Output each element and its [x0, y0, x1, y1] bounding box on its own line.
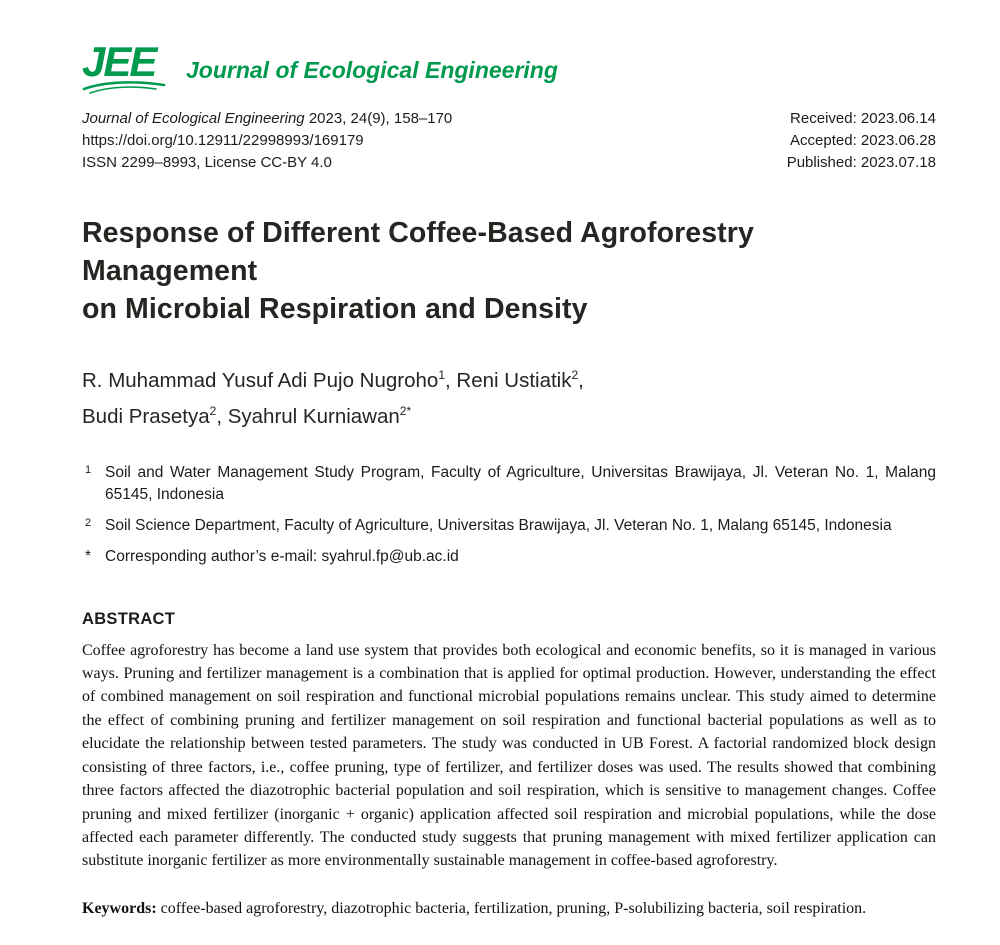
- affiliations-list: [82, 462, 936, 568]
- author-separator: ,: [445, 368, 457, 392]
- abstract-body: Coffee agroforestry has become a land use system that provides both ecological and economic benefits, so it is managed in various ways. Pruning and fertilizer management is a combination that is applied for optimal production. However, understanding the effect of combined management on soil respiration and functional microbial populations remains unclear. This study aimed to determine the effect of combining pruning and fertilizer management on soil respiration and functional bacterial populations as well as to elucidate the relationship between tested parameters. The study was conducted in UB Forest. A factorial randomized block design consisting of three factors, i.e., coffee pruning, type of fertilizer, and fertilizer doses was used. The results showed that combining three factors affected the diazotrophic bacterial population and soil respiration, which is sensitive to management changes. Coffee pruning and mixed fertilizer (inorganic + organic) application affected soil respiration and microbial populations, while the dose affected each parameter differently. The conducted study suggests that pruning management with mixed fertilizer application can substitute inorganic fertilizer as more environmentally sustainable management in coffee-based agroforestry.: [82, 641, 936, 870]
- logo-swoosh-icon: [80, 78, 168, 94]
- citation-volume-pages: 2023, 24(9), 158–170: [304, 110, 453, 127]
- doi-link[interactable]: https://doi.org/10.12911/22998993/169179: [82, 132, 364, 149]
- accepted-date: Accepted: 2023.06.28: [790, 132, 936, 149]
- journal-header: [82, 40, 936, 174]
- affiliation-marker: 2: [85, 516, 92, 529]
- author-affil-marker: 2: [571, 368, 579, 382]
- author-affil-marker: 2: [209, 403, 217, 418]
- journal-name: Journal of Ecological Engineering: [186, 56, 558, 83]
- abstract-heading: ABSTRACT: [82, 609, 176, 628]
- citation-block: [82, 108, 452, 174]
- logo-row: [82, 40, 936, 94]
- affiliation-marker: 1: [85, 463, 92, 476]
- issn-license-line: ISSN 2299–8993, License CC-BY 4.0: [82, 154, 332, 171]
- authors-line: [82, 360, 936, 432]
- author-separator: ,: [578, 368, 584, 392]
- author-affil-marker: 1: [438, 368, 445, 382]
- published-date: Published: 2023.07.18: [786, 154, 936, 171]
- author-name: R. Muhammad Yusuf Adi Pujo Nugroho: [82, 368, 439, 392]
- paper-title: [82, 214, 936, 328]
- citation-journal-name: Journal of Ecological Engineering: [82, 110, 305, 127]
- affiliation-item: [82, 515, 936, 537]
- keywords-line: [82, 897, 936, 920]
- paper-title-line2: on Microbial Respiration and Density: [82, 293, 588, 325]
- dates-block: [787, 108, 936, 174]
- author-name: Reni Ustiatik: [456, 368, 572, 392]
- affiliation-item: [82, 462, 936, 506]
- corresponding-author-label: Corresponding author’s e-mail:: [105, 547, 322, 565]
- paper-title-line1: Response of Different Coffee-Based Agroforestry Management: [82, 217, 754, 287]
- corresponding-email[interactable]: syahrul.fp@ub.ac.id: [321, 547, 459, 565]
- jee-logo-text: JEE: [82, 38, 156, 85]
- author-name: Budi Prasetya: [82, 404, 210, 428]
- citation-line: [82, 108, 452, 130]
- keywords-text: coffee-based agroforestry, diazotrophic bacteria, fertilization, pruning, P-solubilizing bacteria, soil respiration.: [156, 899, 867, 917]
- corresponding-author-line: [82, 546, 936, 568]
- keywords-label: Keywords:: [82, 899, 157, 917]
- affiliation-text: Soil and Water Management Study Program, Faculty of Agriculture, Universitas Brawijaya, Jl. Veteran No. 1, Malang 65145, Indonesia: [105, 463, 936, 503]
- author-name: Syahrul Kurniawan: [227, 404, 400, 428]
- abstract-section: [82, 610, 936, 873]
- author-separator: ,: [216, 404, 228, 428]
- received-date: Received: 2023.06.14: [790, 110, 936, 127]
- affiliation-marker: *: [85, 547, 92, 565]
- author-affil-marker: 2*: [399, 403, 412, 418]
- jee-logo: [82, 40, 166, 94]
- affiliation-text: Soil Science Department, Faculty of Agriculture, Universitas Brawijaya, Jl. Veteran No. 1, Malang 65145, Indonesia: [105, 516, 892, 534]
- header-meta-row: [82, 108, 936, 174]
